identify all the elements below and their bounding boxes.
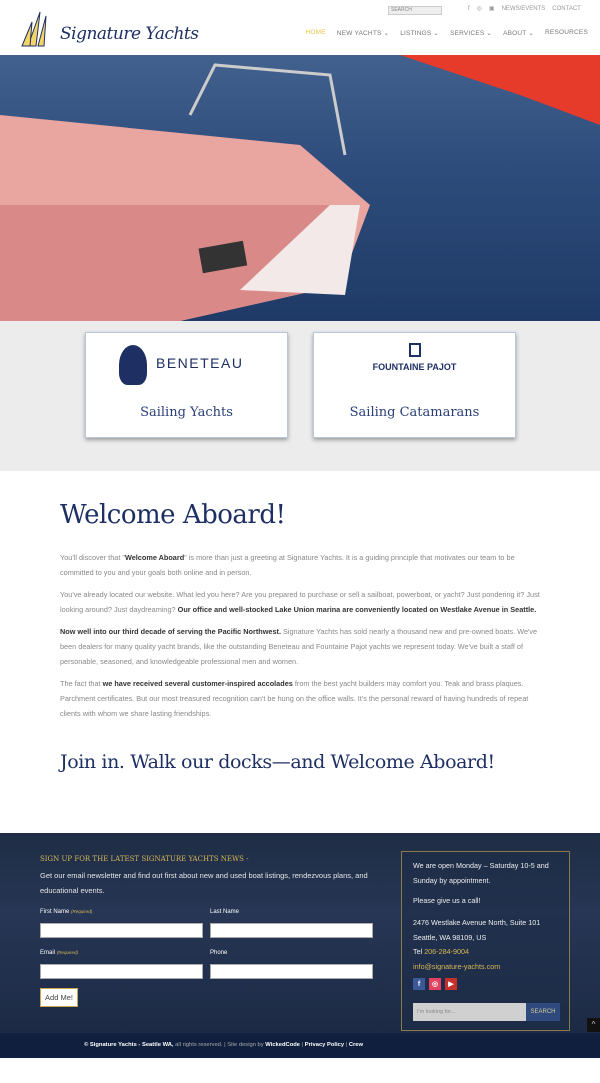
paragraph: Now well into our third decade of serving the Pacific Northwest. Signature Yachts has sold nearly a thousand new and pre-owned boats. We've been dealers for many quality yacht brands, like the outstanding Beneteau and Fountaine Pajot yachts we represent today. We've built a staff of personable, seasoned, and knowledgeable professional men and women. xyxy=(60,627,538,666)
facebook-icon[interactable]: f xyxy=(413,978,425,990)
card-beneteau[interactable] xyxy=(85,332,288,438)
nav-resources[interactable]: RESOURCES xyxy=(545,29,588,36)
instagram-icon[interactable]: ◎ xyxy=(429,978,441,990)
fp-logo-icon xyxy=(409,343,421,357)
nav-home[interactable]: HOME xyxy=(305,29,326,36)
crew-link[interactable]: Crew xyxy=(348,1042,364,1048)
nav-new-yachts[interactable]: NEW YACHTS ⌄ xyxy=(336,30,390,37)
footer-search-button[interactable]: SEARCH xyxy=(526,1003,560,1021)
email-label: Email (Required) xyxy=(40,950,78,956)
nav-about[interactable]: ABOUT ⌄ xyxy=(503,30,535,37)
hero-image xyxy=(0,55,600,321)
paragraph: You've already located our website. What led you here? Are you prepared to purchase or sell a sailboat, powerboat, or yacht? Just pondering it? Just looking around? Just daydreaming? Our office and well-stocked Lake Union marina are conveniently located on Westlake Avenue in Seattle. xyxy=(60,590,540,614)
card-fountaine-pajot[interactable] xyxy=(313,332,516,438)
last-name-input[interactable] xyxy=(210,923,373,938)
footer-search-input[interactable]: I'm looking for... xyxy=(413,1003,526,1021)
brand-cards xyxy=(0,321,600,471)
back-to-top-icon[interactable]: ^ xyxy=(587,1018,600,1032)
phone-label: Phone xyxy=(210,950,228,956)
site-header xyxy=(0,0,600,55)
welcome-section xyxy=(60,500,540,721)
address-line-1: 2476 Westlake Avenue North, Suite 101 xyxy=(413,918,541,927)
sailboat-logo-icon xyxy=(18,8,56,48)
first-name-input[interactable] xyxy=(40,923,203,938)
youtube-icon[interactable]: ▶ xyxy=(445,978,457,990)
phone-line: Tel 206-284-9004 xyxy=(413,947,469,956)
privacy-link[interactable]: Privacy Policy xyxy=(304,1042,345,1048)
nav-listings[interactable]: LISTINGS ⌄ xyxy=(400,30,440,37)
logo[interactable] xyxy=(18,8,228,50)
call-text: Please give us a call! xyxy=(413,896,481,905)
main-nav xyxy=(305,29,588,37)
contact-link[interactable]: CONTACT xyxy=(552,5,581,12)
paragraph: The fact that we have received several customer-inspired accolades from the best yacht builders may comfort you. Teak and brass plaques. Parchment certificates. But our most treasured recognition can't be hung on the office walls. It's the personal reward of having hundreds of repeat clients with whom we share lasting friendships. xyxy=(60,679,529,718)
seahorse-logo-icon xyxy=(119,345,147,385)
instagram-icon[interactable]: ◎ xyxy=(476,6,482,12)
signup-description: Get our email newsletter and find out first about new and used boat listings, rendezvous plans, and educational events. xyxy=(40,871,368,895)
phone-input[interactable] xyxy=(210,964,373,979)
paragraph: You'll discover that "Welcome Aboard" is more than just a greeting at Signature Yachts. It is a guiding principle that motivates our team to be committed to you and your goals both online and in person. xyxy=(60,553,515,577)
last-name-label: Last Name xyxy=(210,909,240,915)
card-caption: Sailing Yachts xyxy=(140,405,233,420)
signup-title: SIGN UP FOR THE LATEST SIGNATURE YACHTS NEWS - xyxy=(40,855,249,863)
top-search-input[interactable]: SEARCH xyxy=(388,6,442,15)
email-link[interactable]: info@signature-yachts.com xyxy=(413,962,501,971)
phone-link[interactable]: 206-284-9004 xyxy=(424,947,469,956)
youtube-icon[interactable]: ▣ xyxy=(488,6,495,12)
copyright-bar: © Signature Yachts - Seattle WA, all rights reserved. | Site design by WickedCode | Privacy Policy | Crew xyxy=(0,1033,600,1058)
join-heading: Join in. Walk our docks—and Welcome Aboard! xyxy=(60,751,495,773)
address-line-2: Seattle, WA 98109, US xyxy=(413,933,487,942)
news-events-link[interactable]: NEWS/EVENTS xyxy=(501,5,546,12)
add-me-button[interactable]: Add Me! xyxy=(40,988,78,1007)
card-caption: Sailing Catamarans xyxy=(349,405,480,420)
brand-name: Signature Yachts xyxy=(60,24,199,44)
email-input[interactable] xyxy=(40,964,203,979)
beneteau-logo-text: BENETEAU xyxy=(156,355,244,371)
fountaine-pajot-logo-text: FOUNTAINE PAJOT xyxy=(372,362,457,372)
contact-box xyxy=(401,851,570,1031)
designer-link[interactable]: WickedCode xyxy=(265,1042,301,1048)
hours-text: We are open Monday – Saturday 10-5 and Sunday by appointment. xyxy=(413,861,549,885)
facebook-icon[interactable]: f xyxy=(468,5,470,12)
page-title: Welcome Aboard! xyxy=(60,500,286,530)
first-name-label: First Name (Required) xyxy=(40,909,93,915)
nav-services[interactable]: SERVICES ⌄ xyxy=(450,30,493,37)
